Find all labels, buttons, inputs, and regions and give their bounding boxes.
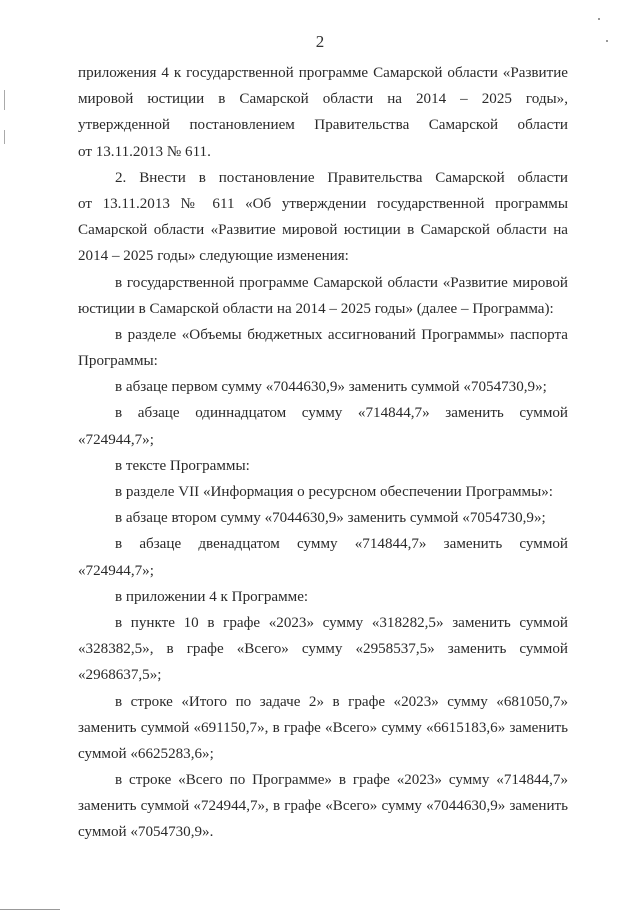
text-line: Программы:	[78, 353, 158, 370]
text-line: в разделе «Объемы бюджетных ассигнований Программы» паспорта	[115, 326, 568, 343]
text-line: в абзаце втором сумму «7044630,9» заменить суммой «7054730,9»;	[115, 510, 546, 527]
text-line: «724944,7»;	[78, 562, 154, 579]
text-line: мировой юстиции в Самарской области на 2014 – 2025 годы»,	[78, 91, 568, 108]
document-body	[78, 60, 568, 846]
scan-margin-mark	[4, 90, 5, 110]
text-line: в приложении 4 к Программе:	[115, 588, 309, 605]
scan-speck	[606, 40, 608, 42]
text-line: в тексте Программы:	[115, 457, 250, 474]
text-line: «328382,5», в графе «Всего» сумму «2958537,5» заменить суммой	[78, 641, 568, 658]
text-line: юстиции в Самарской области на 2014 – 2025 годы» (далее – Программа):	[78, 300, 554, 317]
text-line: в государственной программе Самарской области «Развитие мировой	[115, 274, 568, 291]
text-line: «724944,7»;	[78, 431, 154, 448]
text-line: суммой «7054730,9».	[78, 824, 214, 841]
text-line: от 13.11.2013 № 611 «Об утверждении государственной программы	[78, 195, 568, 212]
text-line: утвержденной постановлением Правительства Самарской области	[78, 117, 568, 134]
text-line: Самарской области «Развитие мировой юстиции в Самарской области на	[78, 222, 568, 239]
text-line: в абзаце двенадцатом сумму «714844,7» заменить суммой	[115, 536, 568, 553]
text-line: «2968637,5»;	[78, 667, 162, 684]
text-line: приложения 4 к государственной программе Самарской области «Развитие	[78, 65, 568, 81]
text-line: в строке «Всего по Программе» в графе «2023» сумму «714844,7»	[115, 772, 568, 789]
text-line: в абзаце одиннадцатом сумму «714844,7» заменить суммой	[115, 405, 568, 422]
text-line: заменить суммой «691150,7», в графе «Всего» сумму «6615183,6» заменить	[78, 719, 568, 736]
scan-speck	[598, 18, 600, 20]
text-line: от 13.11.2013 № 611.	[78, 143, 211, 160]
text-line: в разделе VII «Информация о ресурсном обеспечении Программы»:	[115, 484, 553, 500]
text-line: в абзаце первом сумму «7044630,9» заменить суммой «7054730,9»;	[115, 379, 547, 396]
text-line: 2. Внести в постановление Правительства Самарской области	[115, 169, 568, 186]
text-line: в строке «Итого по задаче 2» в графе «2023» сумму «681050,7»	[115, 693, 568, 710]
scan-margin-mark	[4, 130, 5, 144]
text-line: в пункте 10 в графе «2023» сумму «318282,5» заменить суммой	[115, 614, 568, 631]
text-line: заменить суммой «724944,7», в графе «Всего» сумму «7044630,9» заменить	[78, 798, 568, 815]
page-number: 2	[315, 32, 325, 51]
text-line: 2014 – 2025 годы» следующие изменения:	[78, 248, 349, 265]
text-line: суммой «6625283,6»;	[78, 745, 214, 762]
scan-edge-line	[0, 909, 60, 910]
